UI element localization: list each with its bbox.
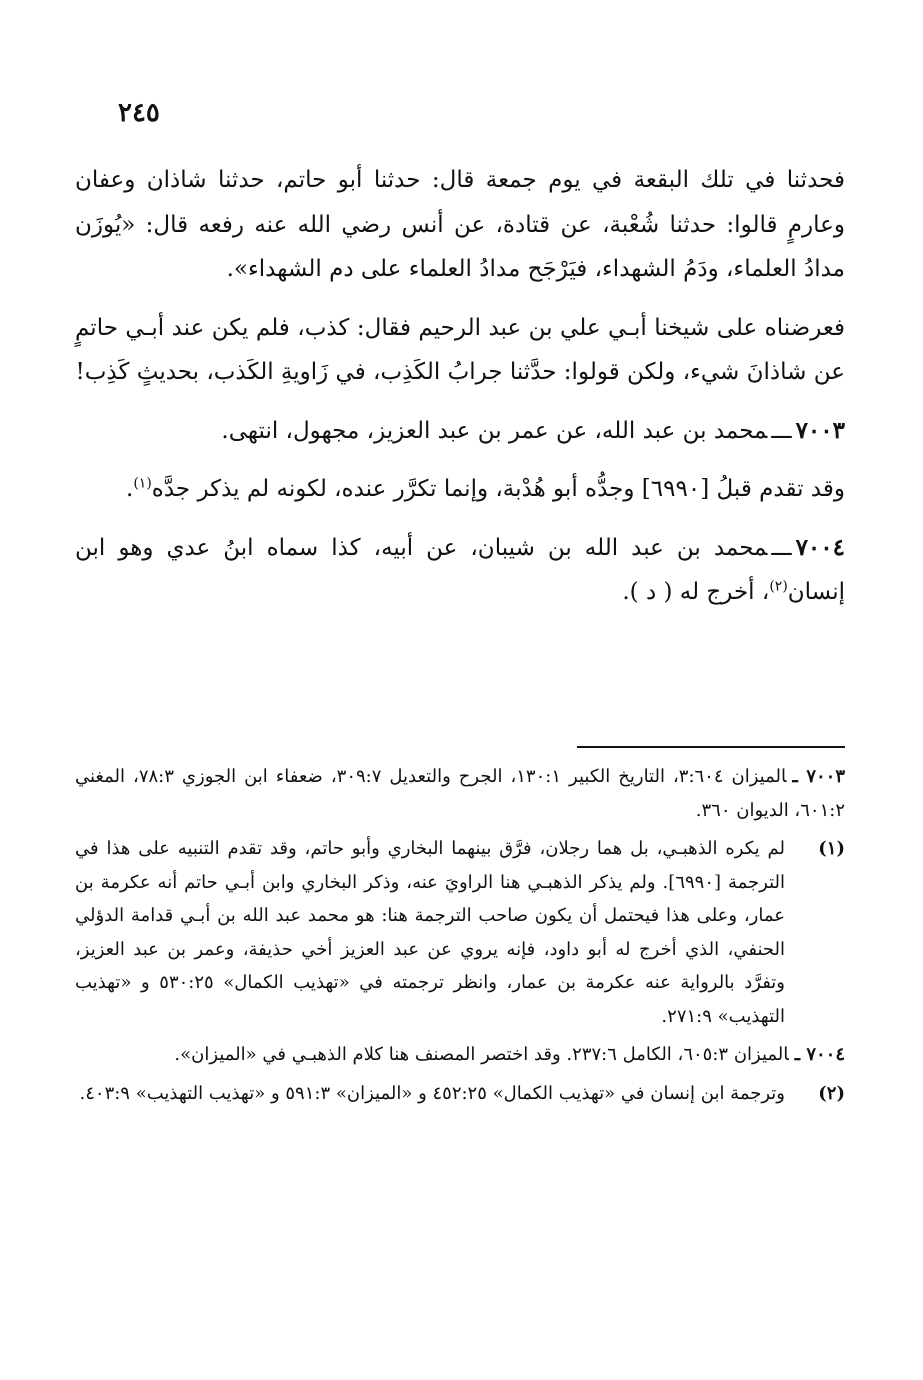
- footnote-entry-7004: [75, 1038, 845, 1072]
- footnote-separator: [577, 746, 845, 748]
- entry-tail: ، أخرج له ( د ).: [622, 579, 770, 605]
- footnote-label: (١): [818, 838, 845, 859]
- entry-dash: ـــ: [771, 417, 792, 444]
- entry-text: محمد بن عبد الله، عن عمر بن عبد العزيز، مجهول، انتهى.: [221, 417, 768, 444]
- footnote-ref[interactable]: (١): [133, 475, 152, 492]
- footnote-text: الميزان ٦٠٥:٣، الكامل ٢٣٧:٦. وقد اختصر المصنف هنا كلام الذهبـي في «الميزان».: [174, 1044, 789, 1065]
- page-number: ٢٤٥: [118, 98, 160, 128]
- footnote-text: وترجمة ابن إنسان في «تهذيب الكمال» ٤٥٢:٢٥ و «الميزان» ٥٩١:٣ و «تهذيب التهذيب» ٤٠٣:٩.: [79, 1082, 785, 1104]
- entry-number: ٧٠٠٣: [795, 416, 845, 444]
- footnote-label: ٧٠٠٤ ـ: [794, 1044, 845, 1065]
- footnote-ref[interactable]: (٢): [769, 578, 788, 595]
- footnote-text: لم يكره الذهبـي، بل هما رجلان، فرَّق بينهما البخاري وأبو حاتم، وقد تقدم التنبيه على هذا في الترجمة [٦٩٩٠]. ولم يذكر الذهبـي هنا الراويَ عنه، وذكر البخاري وابن أبـي حاتم أنه عكرمة بن عمار، وعلى هذا فيحتمل أن يكون صاحب الترجمة هنا: هو محمد عبد الله بن أبـي قدامة الدؤلي الحنفي، الذي أخرج له أبو داود، فإنه يروي عن عبد العزيز أخي حذيفة، وعمر بن عبد العزيز، وتفرَّد بالرواية عنه عكرمة بن عمار، وانظر ترجمته في «تهذيب الكمال» ٥٣٠:٢٥ و «تهذيب التهذيب» ٢٧١:٩.: [75, 838, 786, 1027]
- footnote-1: [75, 832, 845, 1033]
- footnote-label: ٧٠٠٣ ـ: [792, 766, 845, 787]
- paragraph: [75, 306, 845, 395]
- paragraph-text: فحدثنا في تلك البقعة في يوم جمعة قال: حدثنا أبو حاتم، حدثنا شاذان وعفان وعارمٍ قالوا: حدثنا شُعْبة، عن قتادة، عن أنس رضي الله عنه رفعه قال: «يُوزَن مدادُ العلماء، ودَمُ الشهداء، فيَرْجَح مدادُ العلماء على دم الشهداء».: [75, 167, 845, 282]
- paragraph-tail: .: [126, 476, 134, 502]
- paragraph: [75, 467, 845, 512]
- entry-7003: [75, 409, 845, 454]
- paragraph-text: فعرضناه على شيخنا أبـي علي بن عبد الرحيم فقال: كذب، فلم يكن عند أبـي حاتمٍ عن شاذانَ شيء، ولكن قولوا: حدَّثنا جرابُ الكَذِب، في زَاويةِ الكَذب، بحديثٍ كَذِب!: [75, 314, 845, 385]
- entry-text: محمد بن عبد الله بن شيبان، عن أبيه، كذا سماه ابنُ عدي وهو ابن إنسان: [75, 534, 845, 605]
- entry-7004: [75, 526, 845, 615]
- footnote-entry-7003: [75, 760, 845, 827]
- footnotes: [75, 760, 845, 1110]
- paragraph: [75, 158, 845, 292]
- entry-dash: ـــ: [771, 534, 792, 561]
- main-text: [75, 158, 845, 615]
- footnote-label: (٢): [818, 1082, 845, 1104]
- paragraph-text: وقد تقدم قبلُ [٦٩٩٠] وجدُّه أبو هُدْبة، وإنما تكرَّر عنده، لكونه لم يذكر جدَّه: [151, 476, 845, 502]
- footnote-2: [75, 1077, 845, 1111]
- footnote-text: الميزان ٣:٦٠٤، التاريخ الكبير ١٣٠:١، الجرح والتعديل ٣٠٩:٧، ضعفاء ابن الجوزي ٧٨:٣، المغني ٦٠١:٢، الديوان ٣٦٠.: [75, 766, 845, 821]
- entry-number: ٧٠٠٤: [795, 533, 845, 561]
